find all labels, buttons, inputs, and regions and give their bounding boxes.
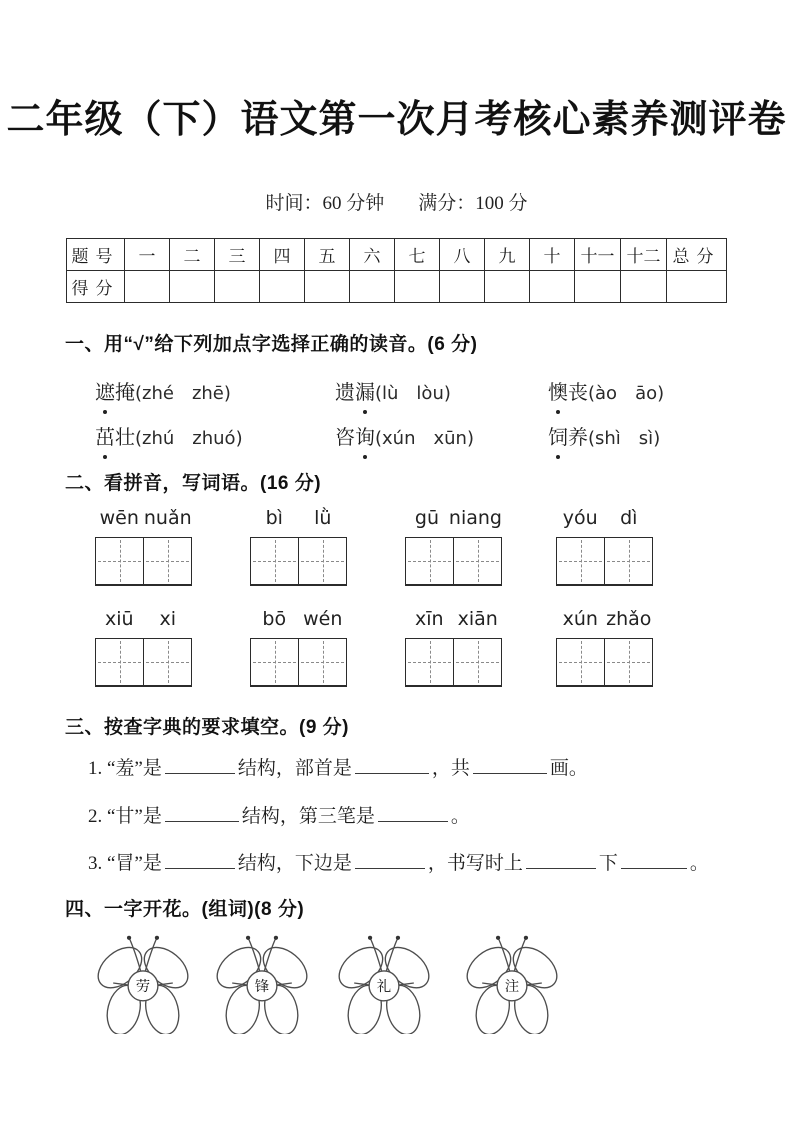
grid-cell bbox=[604, 639, 652, 685]
score-cell bbox=[395, 271, 440, 303]
score-cell bbox=[215, 271, 260, 303]
score-table-header-row bbox=[67, 239, 727, 271]
score-cell bbox=[667, 271, 727, 303]
pinyin-options: (zhú zhuó) bbox=[135, 428, 243, 449]
writing-grid bbox=[405, 537, 502, 586]
question-text: ，共 bbox=[431, 758, 470, 779]
score-row-label: 得分 bbox=[67, 271, 125, 303]
grid-cell bbox=[406, 639, 453, 685]
score-table-score-row bbox=[67, 271, 727, 303]
pinyin-syllable: wēn bbox=[99, 507, 139, 529]
score-table-header-cell: 十 bbox=[530, 239, 575, 271]
pinyin-options: (shì sì) bbox=[588, 428, 661, 449]
score-cell bbox=[170, 271, 215, 303]
flower-center-char: 劳 bbox=[135, 979, 151, 996]
section-4-title: 四、一字开花。(组词)(8 分) bbox=[65, 899, 305, 920]
antenna-dot bbox=[368, 936, 372, 940]
pinyin-syllable: lǜ bbox=[314, 507, 332, 529]
pinyin-options: (lù lòu) bbox=[375, 383, 451, 404]
pinyin-label bbox=[95, 608, 192, 630]
page-title: 二年级（下）语文第一次月考核心素养测评卷 bbox=[6, 99, 787, 141]
antenna-dot bbox=[127, 936, 131, 940]
pinyin-syllable: xiān bbox=[457, 608, 498, 630]
section-3-title: 三、按查字典的要求填空。(9 分) bbox=[65, 717, 350, 738]
writing-grid bbox=[250, 537, 347, 586]
score-table-header-cell: 五 bbox=[305, 239, 350, 271]
grid-cell bbox=[557, 639, 604, 685]
grid-cell bbox=[96, 639, 143, 685]
flower-diagram bbox=[462, 932, 562, 1034]
flower-shape bbox=[212, 932, 312, 1034]
question-text: 结构，部首是 bbox=[237, 758, 352, 779]
phonetic-item bbox=[95, 376, 231, 405]
score-cell bbox=[621, 271, 667, 303]
flower-center-char: 锋 bbox=[254, 979, 270, 996]
pinyin-options: (zhé zhē) bbox=[135, 383, 231, 404]
flower-shape bbox=[93, 932, 193, 1034]
score-table-header-cell: 十二 bbox=[621, 239, 667, 271]
pinyin-syllable: xīn bbox=[414, 608, 444, 630]
pinyin-syllable: dì bbox=[620, 507, 638, 529]
flower-center-char: 礼 bbox=[376, 979, 392, 996]
pinyin-label bbox=[405, 507, 502, 529]
pinyin-label bbox=[95, 507, 192, 529]
flower-diagram bbox=[212, 932, 312, 1034]
exam-time-label: 时间：60 分钟 bbox=[265, 193, 385, 214]
pinyin-syllable: zhǎo bbox=[606, 608, 652, 630]
grid-cell bbox=[557, 538, 604, 584]
pinyin-syllable: xi bbox=[159, 608, 177, 630]
hanzi: 丧 bbox=[568, 382, 588, 404]
score-table-header-cell: 四 bbox=[260, 239, 305, 271]
pinyin-label bbox=[250, 507, 347, 529]
antenna-line bbox=[514, 939, 526, 973]
antenna-line bbox=[249, 939, 261, 973]
section-2-title: 二、看拼音，写词语。(16 分) bbox=[65, 473, 322, 494]
pinyin-label bbox=[250, 608, 347, 630]
antenna-line bbox=[130, 939, 142, 973]
grid-cell bbox=[453, 538, 501, 584]
blank-line bbox=[165, 850, 235, 869]
flower-center-char: 注 bbox=[504, 979, 520, 996]
score-table-header-cell: 六 bbox=[350, 239, 395, 271]
grid-cell bbox=[96, 538, 143, 584]
score-table-header-cell: 九 bbox=[485, 239, 530, 271]
grid-cell bbox=[251, 639, 298, 685]
score-table-header-cell: 七 bbox=[395, 239, 440, 271]
pinyin-syllable: nuǎn bbox=[143, 507, 192, 529]
exam-fullscore-label: 满分：100 分 bbox=[418, 193, 528, 214]
fill-blank-question bbox=[88, 801, 470, 828]
question-text: ，书写时上 bbox=[427, 853, 523, 874]
score-cell bbox=[485, 271, 530, 303]
score-table-header-cell: 一 bbox=[125, 239, 170, 271]
antenna-dot bbox=[274, 936, 278, 940]
grid-cell bbox=[298, 639, 346, 685]
pinyin-options: (ào āo) bbox=[588, 383, 665, 404]
score-table-header-cell: 八 bbox=[440, 239, 485, 271]
flower-diagram bbox=[334, 932, 434, 1034]
pinyin-label bbox=[405, 608, 502, 630]
pinyin-syllable: wén bbox=[303, 608, 343, 630]
phonetic-item bbox=[335, 376, 451, 405]
antenna-line bbox=[145, 939, 157, 973]
antenna-dot bbox=[155, 936, 159, 940]
question-text: 结构，下边是 bbox=[237, 853, 352, 874]
fill-blank-question bbox=[88, 848, 709, 875]
score-cell bbox=[305, 271, 350, 303]
score-cell bbox=[575, 271, 621, 303]
writing-grid bbox=[95, 537, 192, 586]
phonetic-item bbox=[335, 421, 474, 450]
score-cell bbox=[350, 271, 395, 303]
score-cell bbox=[440, 271, 485, 303]
target-character: 饲 bbox=[548, 421, 568, 450]
target-character: 茁 bbox=[95, 421, 115, 450]
question-text: 下 bbox=[598, 853, 618, 874]
blank-line bbox=[165, 755, 235, 774]
antenna-line bbox=[371, 939, 383, 973]
question-text: 3. “冒”是 bbox=[88, 853, 162, 874]
flower-diagram bbox=[93, 932, 193, 1034]
pinyin-syllable: gū bbox=[414, 507, 440, 529]
section-1-title: 一、用“√”给下列加点字选择正确的读音。(6 分) bbox=[65, 334, 478, 355]
grid-cell bbox=[251, 538, 298, 584]
pinyin-syllable: xiū bbox=[104, 608, 134, 630]
exam-meta bbox=[0, 188, 793, 215]
pinyin-label bbox=[556, 507, 653, 529]
antenna-dot bbox=[396, 936, 400, 940]
score-cell bbox=[530, 271, 575, 303]
score-table-header-cell: 总分 bbox=[667, 239, 727, 271]
target-character: 询 bbox=[355, 421, 375, 450]
score-table-header-cell: 十一 bbox=[575, 239, 621, 271]
phonetic-item bbox=[548, 421, 660, 450]
target-character: 遮 bbox=[95, 376, 115, 405]
antenna-dot bbox=[246, 936, 250, 940]
blank-line bbox=[526, 850, 596, 869]
writing-grid bbox=[556, 638, 653, 687]
score-cell bbox=[260, 271, 305, 303]
grid-cell bbox=[143, 538, 191, 584]
writing-grid bbox=[250, 638, 347, 687]
writing-grid bbox=[95, 638, 192, 687]
score-table-header-cell: 二 bbox=[170, 239, 215, 271]
question-text: 2. “甘”是 bbox=[88, 806, 162, 827]
fill-blank-question bbox=[88, 753, 588, 780]
writing-grid bbox=[405, 638, 502, 687]
hanzi: 遗 bbox=[335, 382, 355, 404]
pinyin-syllable: bō bbox=[262, 608, 287, 630]
blank-line bbox=[378, 803, 448, 822]
question-text: 结构，第三笔是 bbox=[241, 806, 375, 827]
grid-cell bbox=[604, 538, 652, 584]
grid-cell bbox=[453, 639, 501, 685]
antenna-dot bbox=[496, 936, 500, 940]
flower-shape bbox=[334, 932, 434, 1034]
hanzi: 壮 bbox=[115, 427, 135, 449]
hanzi: 养 bbox=[568, 427, 588, 449]
pinyin-label bbox=[556, 608, 653, 630]
grid-cell bbox=[406, 538, 453, 584]
phonetic-item bbox=[95, 421, 243, 450]
grid-cell bbox=[298, 538, 346, 584]
blank-line bbox=[355, 850, 425, 869]
score-cell bbox=[125, 271, 170, 303]
blank-line bbox=[165, 803, 239, 822]
writing-grid bbox=[556, 537, 653, 586]
score-table bbox=[66, 238, 727, 303]
antenna-line bbox=[264, 939, 276, 973]
pinyin-options: (xún xūn) bbox=[375, 428, 474, 449]
blank-line bbox=[621, 850, 687, 869]
blank-line bbox=[473, 755, 547, 774]
question-text: 。 bbox=[450, 806, 470, 827]
score-table-header-cell: 题号 bbox=[67, 239, 125, 271]
antenna-dot bbox=[524, 936, 528, 940]
flower-shape bbox=[462, 932, 562, 1034]
hanzi: 掩 bbox=[115, 382, 135, 404]
score-table-header-cell: 三 bbox=[215, 239, 260, 271]
antenna-line bbox=[386, 939, 398, 973]
question-text: 。 bbox=[689, 853, 709, 874]
phonetic-item bbox=[548, 376, 664, 405]
antenna-line bbox=[499, 939, 511, 973]
hanzi: 咨 bbox=[335, 427, 355, 449]
grid-cell bbox=[143, 639, 191, 685]
pinyin-syllable: xún bbox=[562, 608, 598, 630]
target-character: 漏 bbox=[355, 376, 375, 405]
blank-line bbox=[355, 755, 429, 774]
question-text: 1. “羞”是 bbox=[88, 758, 162, 779]
target-character: 懊 bbox=[548, 376, 568, 405]
pinyin-syllable: bì bbox=[265, 507, 283, 529]
question-text: 画。 bbox=[549, 758, 588, 779]
pinyin-syllable: yóu bbox=[562, 507, 598, 529]
pinyin-syllable: niang bbox=[448, 507, 502, 529]
